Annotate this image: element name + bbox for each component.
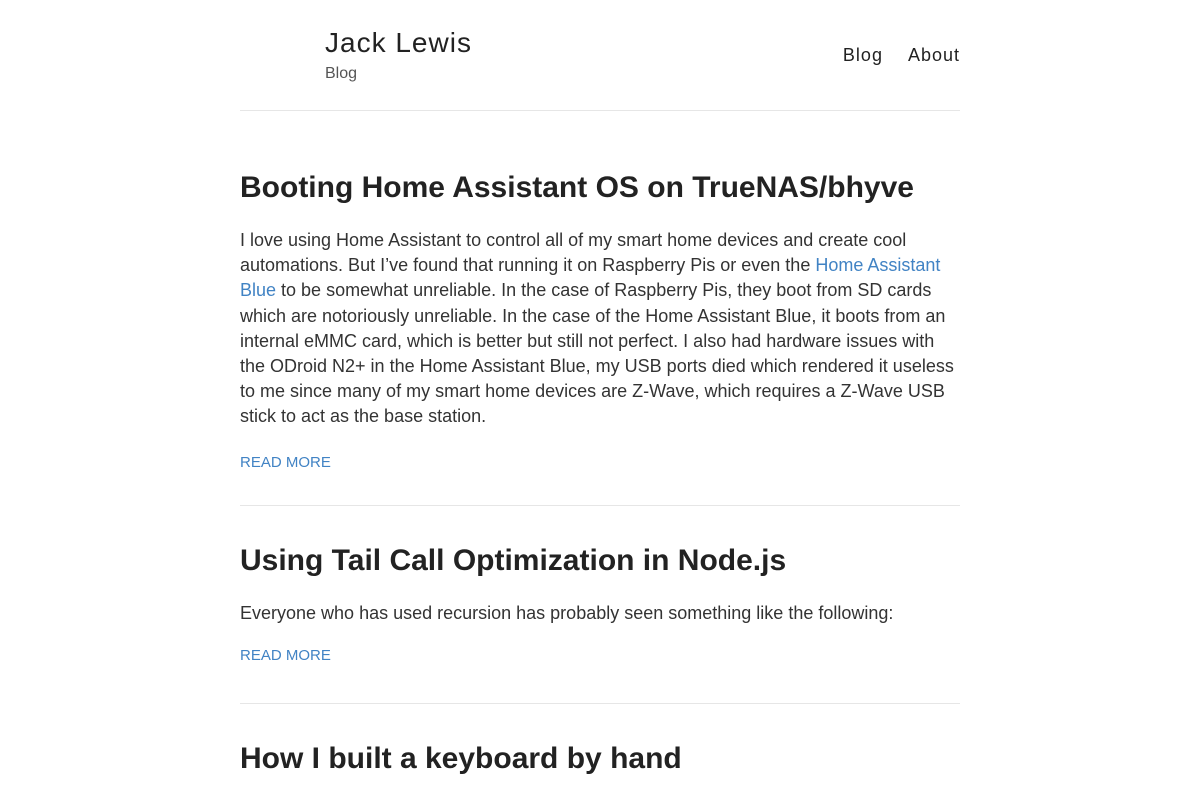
post-title[interactable]: Using Tail Call Optimization in Node.js	[240, 544, 787, 577]
post-excerpt	[240, 228, 960, 430]
nav-link-about[interactable]: About	[907, 45, 960, 65]
post-title[interactable]: Booting Home Assistant OS on TrueNAS/bhyve	[240, 171, 914, 204]
excerpt-text: to be somewhat unreliable. In the case of Raspberry Pis, they boot from SD cards which are notoriously unreliable. In the case of the Home Assistant Blue, it boots from an internal eMMC card, which is better but still not perfect. I also had hardware issues with the ODroid N2+ in the Home Assistant Blue, my USB ports died which rendered it useless to me since many of my smart home devices are Z-Wave, which requires a Z-Wave USB stick to act as the base station.	[240, 280, 954, 427]
post-item	[240, 506, 960, 704]
post-item	[240, 111, 960, 506]
nav-link-blog[interactable]: Blog	[842, 45, 883, 65]
excerpt-text: I love using Home Assistant to control all of my smart home devices and create cool automations. But I’ve found that running it on Raspberry Pis or even the	[240, 230, 907, 276]
post-excerpt: Everyone who has used recursion has probably seen something like the following:	[240, 603, 894, 623]
read-more-link[interactable]: READ MORE	[240, 647, 331, 665]
post-item	[240, 704, 960, 777]
home-assistant-blue-link[interactable]: Home Assistant Blue	[240, 255, 941, 301]
site-subtitle: Blog	[325, 65, 358, 82]
post-title[interactable]: How I built a keyboard by hand	[240, 742, 682, 775]
read-more-link[interactable]: READ MORE	[240, 453, 331, 471]
page-container	[240, 0, 960, 777]
site-header	[240, 0, 960, 111]
post-list	[240, 111, 960, 777]
site-nav	[843, 44, 960, 66]
site-title[interactable]: Jack Lewis	[325, 27, 472, 58]
